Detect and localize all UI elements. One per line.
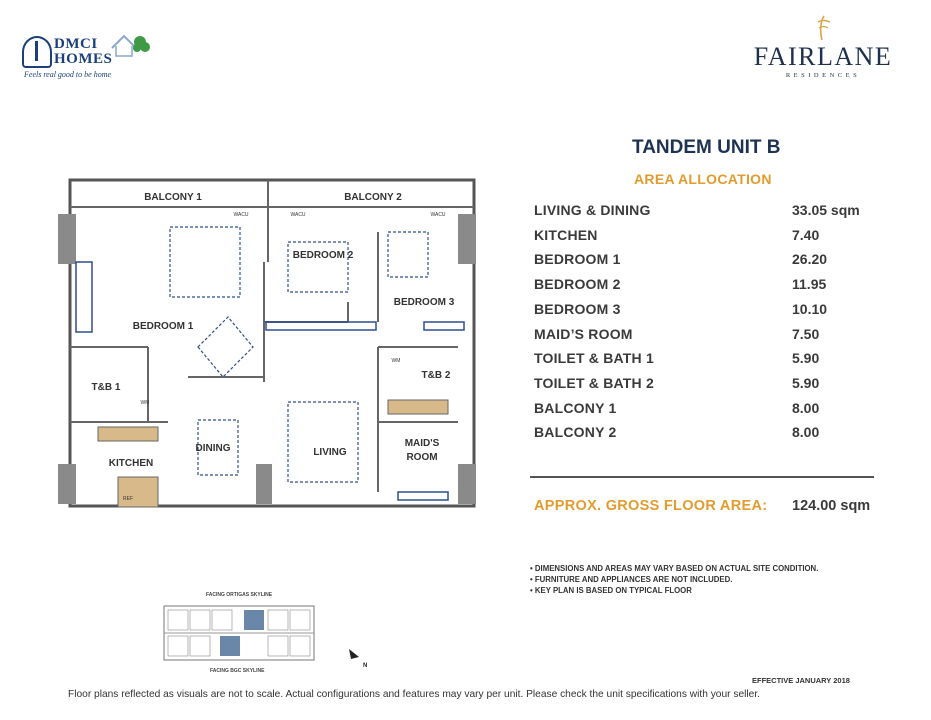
column	[458, 214, 476, 264]
fairlane-monogram-icon	[808, 14, 838, 42]
label-maids-room-line1: MAID'S	[404, 438, 440, 449]
area-allocation-heading: AREA ALLOCATION	[634, 171, 772, 187]
room-name: MAID’S ROOM	[534, 326, 633, 342]
label-balcony-1: BALCONY 1	[144, 192, 202, 203]
room-name: TOILET & BATH 2	[534, 375, 654, 391]
effective-date: EFFECTIVE JANUARY 2018	[752, 676, 850, 685]
room-name: BALCONY 1	[534, 400, 617, 416]
note-item: • DIMENSIONS AND AREAS MAY VARY BASED ON ACTUAL SITE CONDITION.	[530, 564, 819, 573]
area-row	[534, 227, 884, 249]
label-bedroom-1: BEDROOM 1	[132, 321, 194, 332]
keyplan-unit-highlight	[220, 636, 240, 656]
note-item: • KEY PLAN IS BASED ON TYPICAL FLOOR	[530, 586, 692, 595]
room-area: 7.50	[792, 326, 820, 342]
room-name: TOILET & BATH 1	[534, 350, 654, 366]
label-bedroom-2: BEDROOM 2	[292, 250, 354, 261]
room-area: 7.40	[792, 227, 820, 243]
label-kitchen: KITCHEN	[108, 458, 154, 469]
dmci-emblem-icon	[22, 36, 52, 68]
label-wacu: WACU	[290, 212, 306, 218]
column	[58, 214, 76, 264]
area-row	[534, 400, 884, 422]
label-wacu: WACU	[430, 212, 446, 218]
fairlane-residences-logo	[738, 14, 908, 80]
label-balcony-2: BALCONY 2	[344, 192, 402, 203]
label-wm: WM	[391, 358, 401, 364]
key-plan	[158, 592, 320, 674]
area-row	[534, 326, 884, 348]
gross-floor-area-label: APPROX. GROSS FLOOR AREA:	[534, 498, 768, 514]
keyplan-bottom-label: FACING BGC SKYLINE	[210, 668, 265, 674]
column	[256, 464, 272, 504]
room-area: 10.10	[792, 301, 828, 317]
footer-disclaimer: Floor plans reflected as visuals are not to scale. Actual configurations and features may vary per unit. Please check the unit specifications with your seller.	[68, 689, 760, 700]
keyplan-drawing	[158, 600, 320, 666]
fairlane-name: FAIRLANE	[753, 42, 893, 71]
area-row	[534, 276, 884, 298]
room-area: 5.90	[792, 350, 820, 366]
divider-line	[530, 476, 874, 478]
dmci-brand-line1: DMCI	[54, 36, 98, 52]
dmci-brand-line2: HOMES	[54, 51, 113, 67]
label-wacu: WACU	[233, 212, 249, 218]
label-maids-room-line2: ROOM	[406, 452, 438, 463]
room-name: BEDROOM 1	[534, 251, 621, 267]
label-tb-2: T&B 2	[421, 370, 451, 381]
floor-plan	[58, 172, 486, 512]
label-dining: DINING	[195, 443, 231, 454]
room-name: BEDROOM 3	[534, 301, 621, 317]
keyplan-unit-highlight	[244, 610, 264, 630]
label-living: LIVING	[313, 447, 347, 458]
note-item: • FURNITURE AND APPLIANCES ARE NOT INCLUDED.	[530, 575, 733, 584]
room-name: BALCONY 2	[534, 424, 617, 440]
area-row	[534, 424, 884, 446]
label-wm: WM	[140, 400, 150, 406]
dmci-homes-logo	[22, 30, 162, 92]
area-row	[534, 375, 884, 397]
keyplan-top-label: FACING ORTIGAS SKYLINE	[206, 592, 273, 598]
room-area: 26.20	[792, 251, 828, 267]
room-name: KITCHEN	[534, 227, 598, 243]
room-area: 33.05 sqm	[792, 202, 860, 218]
north-arrow-icon	[345, 645, 375, 671]
label-ref: REF	[123, 496, 133, 502]
north-label: N	[363, 663, 368, 669]
room-area: 11.95	[792, 276, 827, 292]
area-row	[534, 301, 884, 323]
label-bedroom-3: BEDROOM 3	[393, 297, 455, 308]
column	[458, 464, 476, 504]
gross-floor-area-value: 124.00 sqm	[792, 498, 871, 514]
column	[58, 464, 76, 504]
house-tree-icon	[110, 32, 150, 60]
room-area: 5.90	[792, 375, 820, 391]
room-area: 8.00	[792, 424, 820, 440]
fairlane-subtitle: RESIDENCES	[785, 72, 861, 79]
area-row	[534, 350, 884, 372]
label-tb-1: T&B 1	[91, 382, 121, 393]
dmci-tagline: Feels real good to be home	[24, 70, 112, 79]
unit-title: TANDEM UNIT B	[632, 137, 781, 158]
room-area: 8.00	[792, 400, 820, 416]
area-row	[534, 202, 884, 224]
room-name: LIVING & DINING	[534, 202, 651, 218]
room-name: BEDROOM 2	[534, 276, 621, 292]
area-row	[534, 251, 884, 273]
